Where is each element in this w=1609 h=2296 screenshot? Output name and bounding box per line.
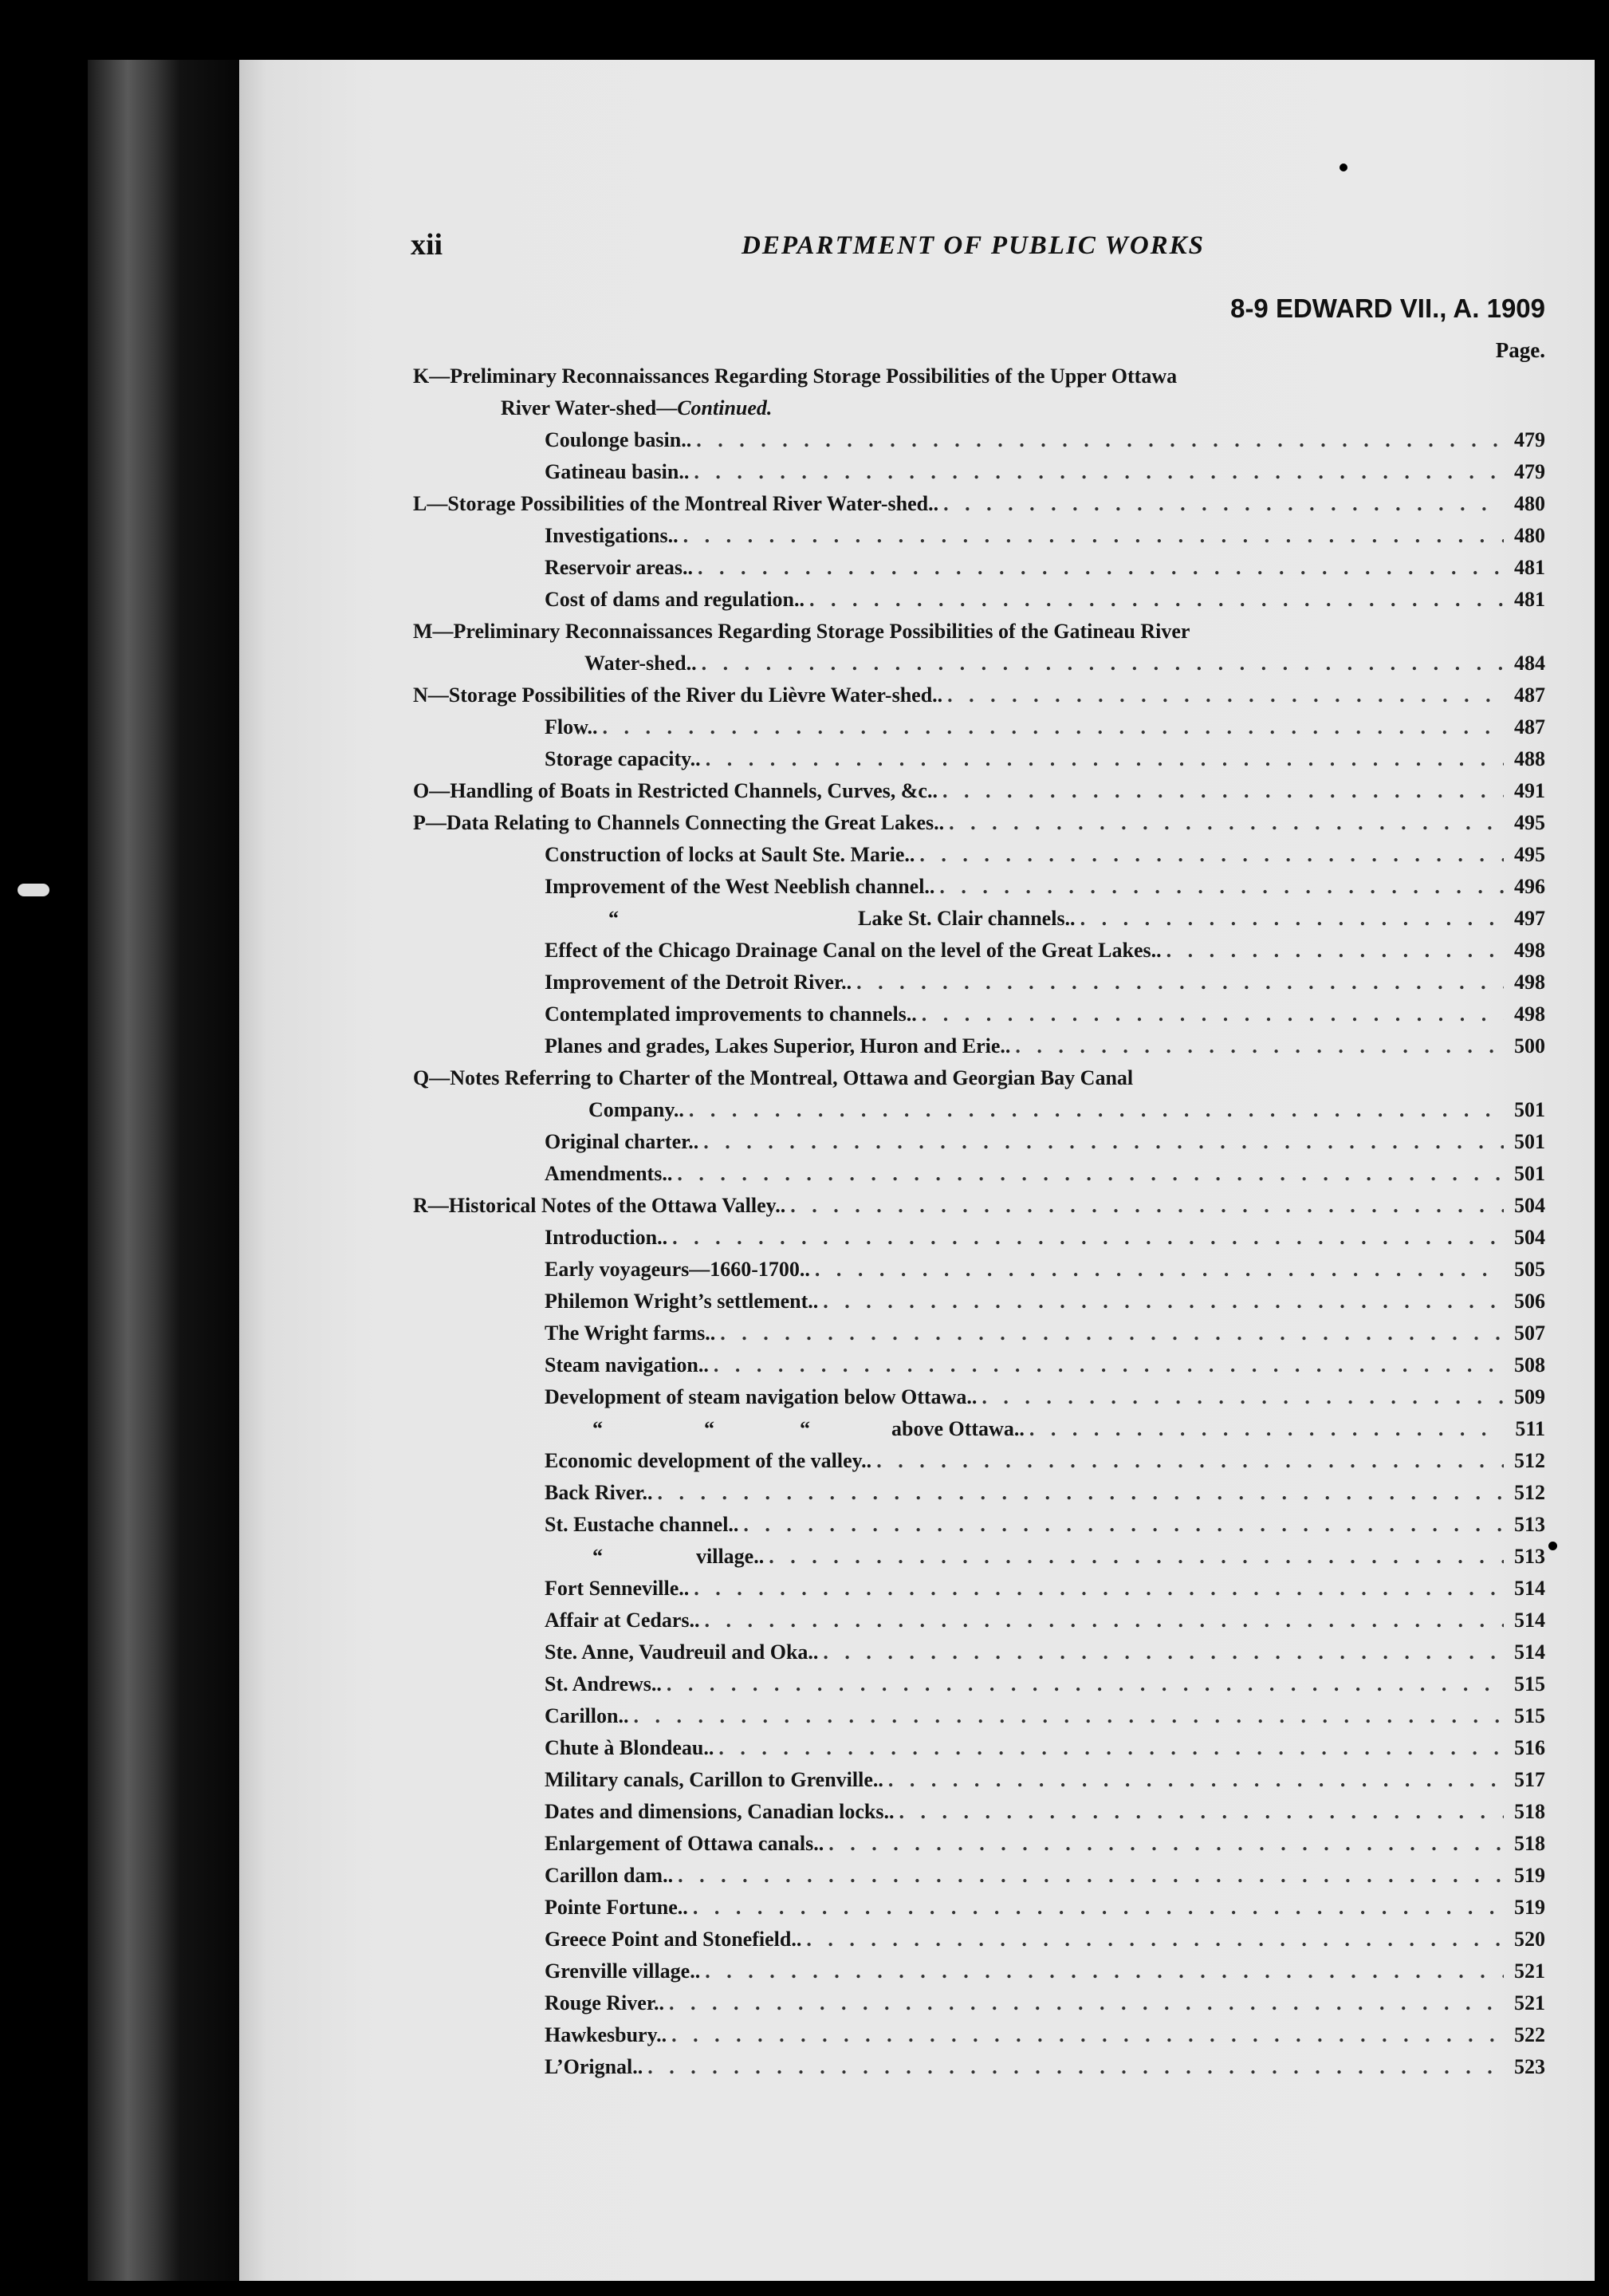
toc-entry: “ village.. . . . 513 xyxy=(413,1541,1545,1573)
toc-entry: Ste. Anne, Vaudreuil and Oka.. . . . 514 xyxy=(413,1636,1545,1668)
toc-entry: Carillon.. . . . 515 xyxy=(413,1700,1545,1732)
toc-entry: Improvement of the West Neeblish channel.. . . . 496 xyxy=(413,871,1545,903)
toc-page-number: 513 xyxy=(1514,1545,1545,1568)
toc-page-number: 521 xyxy=(1514,1991,1545,2014)
toc-entry: Fort Senneville.. . . . 514 xyxy=(413,1573,1545,1605)
toc-entry: Dates and dimensions, Canadian locks.. . . . 518 xyxy=(413,1796,1545,1828)
toc-entry: Contemplated improvements to channels.. . . . 498 xyxy=(413,998,1545,1030)
toc-entry: Development of steam navigation below Ottawa.. . . . 509 xyxy=(413,1381,1545,1413)
toc-page-number: 513 xyxy=(1514,1513,1545,1536)
toc-entry: L’Orignal.. . . . 523 xyxy=(413,2051,1545,2083)
toc-page-number: 479 xyxy=(1514,428,1545,451)
toc-page-number: 522 xyxy=(1514,2023,1545,2046)
toc-page-number: 500 xyxy=(1514,1034,1545,1057)
toc-page-number: 504 xyxy=(1514,1226,1545,1249)
toc-entry: Original charter.. . . . 501 xyxy=(413,1126,1545,1158)
toc-page-number: 518 xyxy=(1514,1832,1545,1855)
toc-page-number: 514 xyxy=(1514,1640,1545,1664)
toc-page-number: 515 xyxy=(1514,1672,1545,1695)
toc-page-number: 480 xyxy=(1514,524,1545,547)
toc-entry: Military canals, Carillon to Grenville.. . . . 517 xyxy=(413,1764,1545,1796)
toc-page-number: 491 xyxy=(1514,779,1545,802)
toc-page-number: 501 xyxy=(1514,1130,1545,1153)
toc-page-number: 484 xyxy=(1514,652,1545,675)
toc-entry: Hawkesbury.. . . . 522 xyxy=(413,2019,1545,2051)
toc-section-q-heading-cont: Company.. . . . 501 xyxy=(413,1094,1545,1126)
toc-section-k-heading-cont: River Water-shed— Continued. xyxy=(501,396,773,419)
toc-page-number: 501 xyxy=(1514,1162,1545,1185)
toc-page-number: 519 xyxy=(1514,1864,1545,1887)
toc-entry: Construction of locks at Sault Ste. Marie.. . . . 495 xyxy=(413,839,1545,871)
margin-speck xyxy=(18,884,49,896)
toc-page-number: 480 xyxy=(1514,492,1545,515)
toc-section-l-heading: L—Storage Possibilities of the Montreal River Water-shed.. . . . 480 xyxy=(413,488,1545,520)
toc-page-number: 505 xyxy=(1514,1258,1545,1281)
toc-entry: Introduction.. . . . 504 xyxy=(413,1222,1545,1254)
toc-entry: Affair at Cedars.. . . . 514 xyxy=(413,1605,1545,1636)
running-head: DEPARTMENT OF PUBLIC WORKS xyxy=(742,231,1206,260)
toc-entry: Economic development of the valley.. . . . 512 xyxy=(413,1445,1545,1477)
toc-entry: Enlargement of Ottawa canals.. . . . 518 xyxy=(413,1828,1545,1860)
toc-entry: Cost of dams and regulation.. . . . 481 xyxy=(413,584,1545,616)
toc-page-number: 518 xyxy=(1514,1800,1545,1823)
toc-entry: Steam navigation.. . . . 508 xyxy=(413,1349,1545,1381)
toc-page-number: 495 xyxy=(1514,811,1545,834)
toc-page-number: 481 xyxy=(1514,588,1545,611)
toc-entry: Amendments.. . . . 501 xyxy=(413,1158,1545,1190)
toc-page-number: 509 xyxy=(1514,1385,1545,1408)
toc-entry: Chute à Blondeau.. . . . 516 xyxy=(413,1732,1545,1764)
toc-entry: Back River.. . . . 512 xyxy=(413,1477,1545,1509)
toc-page-number: 506 xyxy=(1514,1290,1545,1313)
toc-page-number: 515 xyxy=(1514,1704,1545,1727)
toc-page-number: 523 xyxy=(1514,2055,1545,2078)
toc-page-number: 501 xyxy=(1514,1098,1545,1121)
toc-section-m-heading: M—Preliminary Reconnaissances Regarding Storage Possibilities of the Gatineau River xyxy=(413,620,1190,643)
toc-entry: Greece Point and Stonefield.. . . . 520 xyxy=(413,1924,1545,1955)
toc-page-number: 512 xyxy=(1514,1481,1545,1504)
toc-entry: Carillon dam.. . . . 519 xyxy=(413,1860,1545,1892)
toc-page-number: 520 xyxy=(1514,1928,1545,1951)
toc-page-number: 517 xyxy=(1514,1768,1545,1791)
toc-entry: Reservoir areas.. . . . 481 xyxy=(413,552,1545,584)
toc-page-number: 514 xyxy=(1514,1577,1545,1600)
toc-entry: Grenville village.. . . . 521 xyxy=(413,1955,1545,1987)
toc-entry: Early voyageurs—1660-1700.. . . . 505 xyxy=(413,1254,1545,1286)
toc-entry: Planes and grades, Lakes Superior, Huron and Erie.. . . . 500 xyxy=(413,1030,1545,1062)
toc-page-number: 521 xyxy=(1514,1959,1545,1983)
toc-entry: “ “ “ above Ottawa.. . . . 511 xyxy=(413,1413,1545,1445)
ink-speck xyxy=(1548,1542,1557,1550)
toc-page-number: 514 xyxy=(1514,1609,1545,1632)
toc-page-number: 519 xyxy=(1514,1896,1545,1919)
toc-page-number: 508 xyxy=(1514,1353,1545,1376)
toc-entry: Philemon Wright’s settlement.. . . . 506 xyxy=(413,1286,1545,1317)
toc-section-r-heading: R—Historical Notes of the Ottawa Valley.. . . . 504 xyxy=(413,1190,1545,1222)
toc-page-number: 497 xyxy=(1514,907,1545,930)
toc-entry: St. Andrews.. . . . 515 xyxy=(413,1668,1545,1700)
toc-entry: Investigations.. . . . 480 xyxy=(413,520,1545,552)
toc-entry: Flow.. . . . 487 xyxy=(413,711,1545,743)
toc-page-number: 496 xyxy=(1514,875,1545,898)
toc-page-number: 507 xyxy=(1514,1321,1545,1345)
toc-entry: Rouge River.. . . . 521 xyxy=(413,1987,1545,2019)
ditto-mark: “ xyxy=(704,1417,714,1440)
toc-entry: Improvement of the Detroit River.. . . . 498 xyxy=(413,967,1545,998)
toc-page-number: 481 xyxy=(1514,556,1545,579)
toc-section-q-heading: Q—Notes Referring to Charter of the Montreal, Ottawa and Georgian Bay Canal xyxy=(413,1066,1134,1089)
toc-page-number: 512 xyxy=(1514,1449,1545,1472)
toc-section-o-heading: O—Handling of Boats in Restricted Channels, Curves, &c.. . . . 491 xyxy=(413,775,1545,807)
ditto-mark: “ xyxy=(608,907,619,930)
toc-page-number: 504 xyxy=(1514,1194,1545,1217)
ditto-mark: “ xyxy=(800,1417,810,1440)
toc-page-number: 488 xyxy=(1514,747,1545,770)
toc-page-number: 498 xyxy=(1514,1002,1545,1026)
toc-page-number: 487 xyxy=(1514,683,1545,707)
toc-entry: Effect of the Chicago Drainage Canal on the level of the Great Lakes.. . . . 498 xyxy=(413,935,1545,967)
toc-page-number: 487 xyxy=(1514,715,1545,738)
session-heading: 8-9 EDWARD VII., A. 1909 xyxy=(1230,293,1545,323)
toc-section-p-heading: P—Data Relating to Channels Connecting the Great Lakes.. . . . 495 xyxy=(413,807,1545,839)
toc-page-number: 498 xyxy=(1514,971,1545,994)
toc-section-m-heading-cont: Water-shed.. . . . 484 xyxy=(413,648,1545,679)
toc-page-number: 479 xyxy=(1514,460,1545,483)
toc-page-number: 495 xyxy=(1514,843,1545,866)
ink-speck xyxy=(1340,163,1347,171)
toc-page-number: 511 xyxy=(1515,1417,1545,1440)
toc-entry: St. Eustache channel.. . . . 513 xyxy=(413,1509,1545,1541)
toc-section-n-heading: N—Storage Possibilities of the River du Lièvre Water-shed.. . . . 487 xyxy=(413,679,1545,711)
toc-page-number: 498 xyxy=(1514,939,1545,962)
page-column-label: Page. xyxy=(1495,338,1545,362)
toc-entry: “ Lake St. Clair channels.. . . . 497 xyxy=(413,903,1545,935)
toc-entry: Pointe Fortune.. . . . 519 xyxy=(413,1892,1545,1924)
table-of-contents xyxy=(413,360,1545,2083)
toc-entry: Gatineau basin.. . . . 479 xyxy=(413,456,1545,488)
toc-page-number: 516 xyxy=(1514,1736,1545,1759)
ditto-mark: “ xyxy=(592,1417,603,1440)
ditto-mark: “ xyxy=(592,1545,603,1568)
book-binding-shadow xyxy=(88,60,247,2281)
toc-entry: The Wright farms.. . . . 507 xyxy=(413,1317,1545,1349)
page-number: xii xyxy=(411,228,443,262)
toc-section-k-heading: K—Preliminary Reconnaissances Regarding Storage Possibilities of the Upper Ottawa xyxy=(413,364,1178,388)
toc-entry: Coulonge basin.. . . . 479 xyxy=(413,424,1545,456)
toc-entry: Storage capacity.. . . . 488 xyxy=(413,743,1545,775)
